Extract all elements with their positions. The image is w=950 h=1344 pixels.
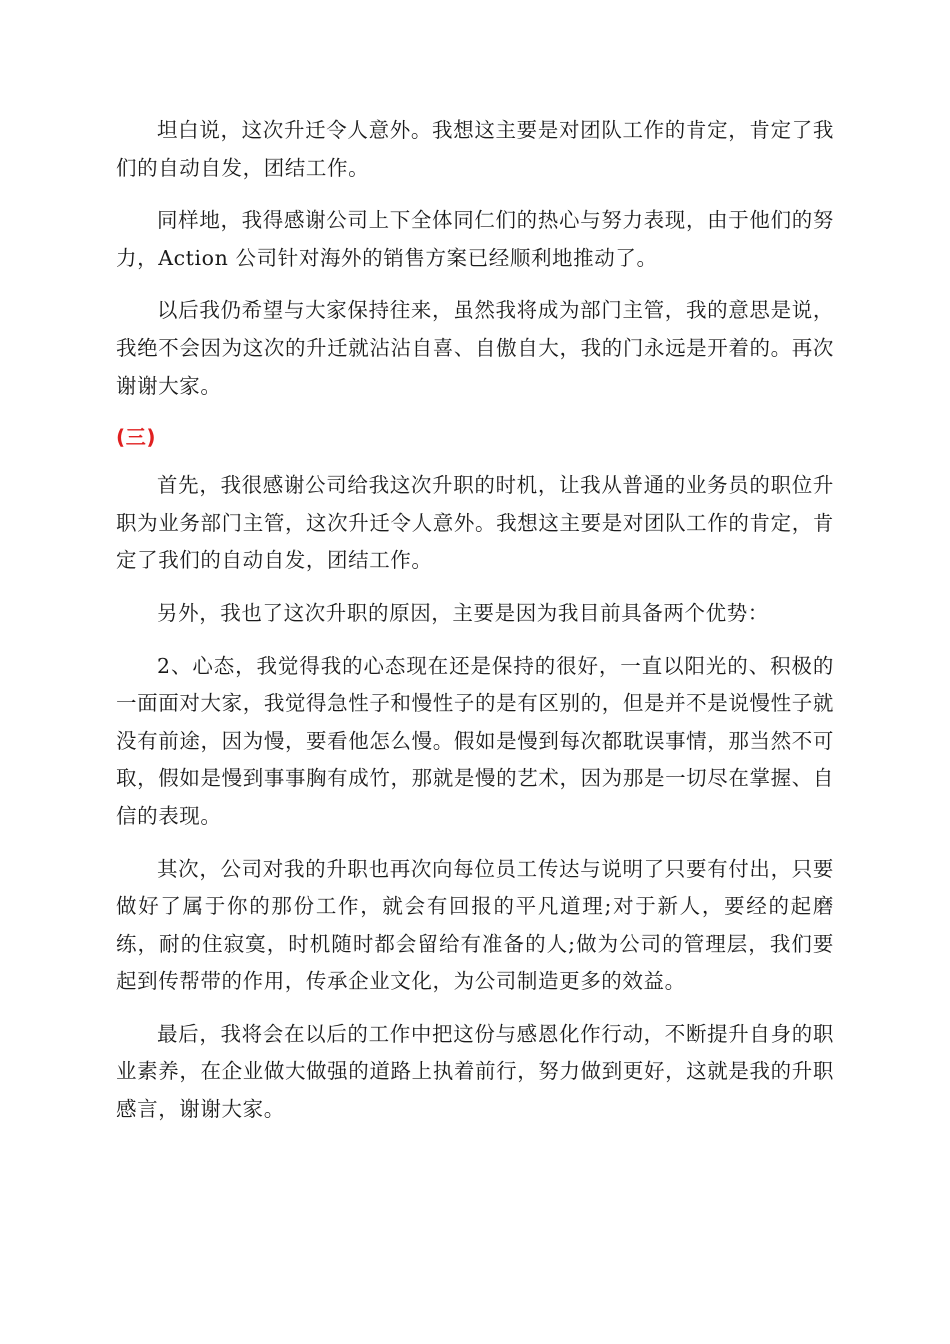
section-heading: (三): [116, 425, 157, 450]
paragraph-7: 其次，公司对我的升职也再次向每位员工传达与说明了只要有付出，只要做好了属于你的那份工作，就会有回报的平凡道理;对于新人，要经的起磨练，耐的住寂寞，时机随时都会留给有准备的人;做为公司的管理层，我们要起到传帮带的作用，传承企业文化，为公司制造更多的效益。: [116, 856, 834, 994]
paragraph-6: 2、心态，我觉得我的心态现在还是保持的很好，一直以阳光的、积极的一面面对大家，我觉得急性子和慢性子的是有区别的，但是并不是说慢性子就没有前途，因为慢，要看他怎么慢。假如是慢到每次都耽误事情，那当然不可取，假如是慢到事事胸有成竹，那就是慢的艺术，因为那是一切尽在掌握、自信的表现。: [116, 653, 834, 828]
paragraph-5: 另外，我也了这次升职的原因，主要是因为我目前具备两个优势：: [157, 600, 769, 625]
paragraph-4: 首先，我很感谢公司给我这次升职的时机，让我从普通的业务员的职位升职为业务部门主管，这次升迁令人意外。我想这主要是对团队工作的肯定，肯定了我们的自动自发，团结工作。: [116, 473, 834, 573]
paragraph-2: 同样地，我得感谢公司上下全体同仁们的热心与努力表现，由于他们的努力，Action 公司针对海外的销售方案已经顺利地推动了。: [116, 208, 834, 270]
paragraph-8: 最后，我将会在以后的工作中把这份与感恩化作行动，不断提升自身的职业素养，在企业做大做强的道路上执着前行，努力做到更好，这就是我的升职感言，谢谢大家。: [116, 1021, 834, 1122]
paragraph-3: 以后我仍希望与大家保持往来，虽然我将成为部门主管，我的意思是说，我绝不会因为这次的升迁就沾沾自喜、自傲自大，我的门永远是开着的。再次谢谢大家。: [116, 298, 834, 398]
document-body: [116, 112, 834, 1144]
paragraph-1: 坦白说，这次升迁令人意外。我想这主要是对团队工作的肯定，肯定了我们的自动自发，团结工作。: [116, 118, 834, 180]
